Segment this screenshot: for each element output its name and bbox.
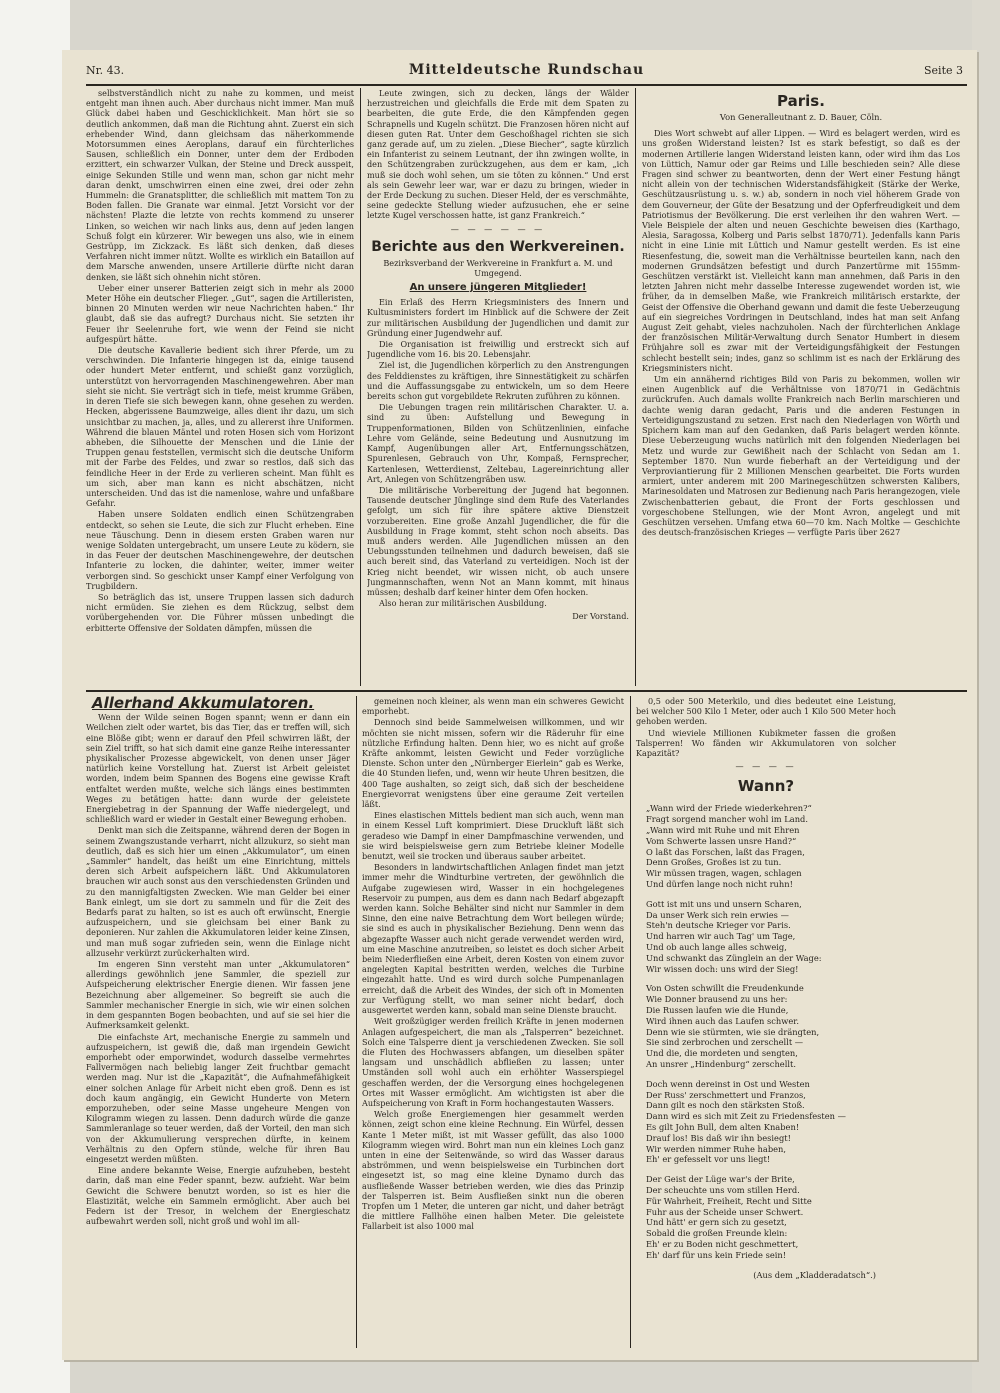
article-body (642, 128, 960, 537)
page-binding-margin (0, 0, 70, 1393)
poem-stanza (646, 1079, 896, 1165)
paragraph: Die Organisation ist freiwillig und erstreckt sich auf Jugendliche vom 16. bis 20. Lebensjahr. (367, 339, 629, 360)
section-separator: — — — — (735, 761, 797, 772)
poem-line: An unsrer „Hindenburg“ zerschellt. (646, 1058, 796, 1069)
poem-stanza (646, 899, 896, 975)
masthead-title: Mitteldeutsche Rundschau (408, 62, 645, 78)
column-divider (356, 696, 357, 1348)
poem-line: Dann gilt es noch den stärksten Stoß. (646, 1100, 805, 1111)
page-header (86, 62, 967, 82)
paragraph: Dies Wort schwebt auf aller Lippen. — Wird es belagert werden, wird es uns großen Widerstand leisten? Ist es stark befestigt, so daß es der modernen Artillerie langen Widerstand leisten kann, oder wird ihm das Los von Lüttich, Namur oder gar Reims und Lille beschieden sein? Alle diese Fragen sind schwer zu beantworten, denn der Wert einer Festung hängt nicht allein von der technischen Widerstandsfähigkeit (Stärke der Werke, Geschützausrüstung u. s. w.) ab, sondern in noch viel höherem Grade von dem Gouverneur, der Güte der Besatzung und der Opferfreudigkeit und dem Patriotismus der Bevölkerung. Die erst verleihen ihr den wahren Wert. — Viele Beispiele der alten und neuen Geschichte beweisen dies (Karthago, Alesia, Saragossa, Kolberg und Paris selbst 1870/71). Jedenfalls kann Paris nicht in eine Linie mit Lüttich und Namur gestellt werden. Es ist eine Riesenfestung, die, soweit man die Verhältnisse beurteilen kann, nach den modernen Grundsätzen befestigt und durch Panzertürme mit 155mm-Geschützen verstärkt ist. Vielleicht kann man annehmen, daß Paris in den letzten Jahren nicht mehr dasselbe Interesse zugewendet worden ist, wie früher, da in demselben Maße, wie Frankreich militärisch erstarkte, der Geist der Offensive die Oberhand gewann und damit die feste Ueberzeugung auf ein siegreiches Vordringen in Deutschland, indes hat man seit Anfang August Zeit gehabt, vieles nachzuholen. Nach der fürchterlichen Anklage der französischen Militär-Verwaltung durch Senator Humbert in diesem Frühjahre soll es zwar mit der Verteidigungsfähigkeit der Festungen schlecht bestellt sein; indes, ganz so schlimm ist es nach der Erklärung des Kriegsministers nicht. (642, 128, 960, 373)
poem-line: Wir müssen tragen, wagen, schlagen (646, 868, 802, 879)
poem-line: Es gilt John Bull, dem alten Knaben! (646, 1121, 800, 1132)
column-divider (360, 88, 361, 686)
poem-line: Dann wird es sich mit Zeit zu Friedensfesten — (646, 1111, 846, 1122)
section-rule (86, 690, 967, 692)
paragraph: Haben unsere Soldaten endlich einen Schützengraben entdeckt, so sehen sie Leute, die sich zur Flucht erheben. Eine neue Täuschung. Denn in diesem ersten Graben waren nur wenige Soldaten untergebracht, um unsere Leute zu ködern, sie in das Feuer der deutschen Maschinengewehre, der deutschen Infanterie zu locken, die dahinter, weiter, immer weiter verborgen sind. So geschickt unser Kampf einer Verfolgung von Trugbildern. (86, 509, 354, 591)
poem-line: Fragt sorgend mancher wohl im Land. (646, 814, 808, 825)
paragraph: selbstverständlich nicht zu nahe zu kommen, und meist entgeht man ihnen auch. Aber durchaus nicht immer. Man muß Glück dabei haben und Geschicklichkeit. Man hört sie so deutlich ankommen, daß man die Richtung ahnt. Zuerst ein sich erhebender Wind, dann gleichsam das näherkommende Motorsummen eines Aeroplans, darauf ein fürchterliches Sausen, schließlich ein Donner, unter dem der Erdboden erzittert, ein schwarzer Vulkan, der Steine und Dreck ausspeit, einige Sekunden Stille und wenn man, schon gar nicht mehr daran denkt, umschwirren einen eine zwei, drei oder zehn Hummeln: die Granatsplitter, die schließlich mit mattem Ton zu Boden fallen. Die Granate war einmal. Jetzt Vorsicht vor der nächsten! Plazte die letzte von rechts kommend zu unserer Linken, so weichen wir nach links aus, denn auf jeden langen Schuß folgt ein kürzerer. Wir bewegen uns also, wie in einem Gestrüpp, im Zickzack. Es läßt sich denken, daß dieses Verfahren nicht immer nützt. Wollte es wirklich ein Bataillon auf dem Marsche anwenden, unsere Artillerie dürfte nicht daran denken, sie läßt sich ohnehin nicht stören. (86, 88, 354, 282)
section-body (367, 297, 629, 608)
war-report-continuation (367, 88, 629, 221)
paragraph: Ziel ist, die Jugendlichen körperlich zu den Anstrengungen des Felddienstes zu kräftigen, ihre Sinnestätigkeit zu schärfen und die Auffassungsgabe zu entwickeln, um so dem Heere bereits schon gut vorgebildete Rekruten zuführen zu können. (367, 360, 629, 402)
column-paris (642, 88, 960, 686)
paragraph: Die Uebungen tragen rein militärischen Charakter. U. a. sind zu üben: Aufstellung und Bewegung in Truppenformationen, Bilden von Schützenlinien, einfache Lehre vom Gelände, seine Bedeutung und Ausnutzung im Kampf, Augenübungen aller Art, Entfernungsschätzen, Spurenlesen, Gebrauch von Uhr, Kompaß, Fernsprecher, Kartenlesen, Wetterdienst, Zeltebau, Lagereinrichtung aller Art, Anlegen von Schützengräben usw. (367, 402, 629, 484)
signature: Der Vorstand. (572, 611, 629, 622)
poem-line: Und ob auch lange alles schweig, (646, 941, 787, 952)
poem-line: Und harren wir auch Tag' um Tage, (646, 931, 796, 942)
paragraph: Die militärische Vorbereitung der Jugend hat begonnen. Tausende deutscher Jünglinge sind dem Rufe des Vaterlandes gefolgt, um sich für ihre spätere aktive Dienstzeit vorzubereiten. Eine große Anzahl Jugendlicher, die für die Ausbildung in Frage kommt, steht schon noch abseits. Das muß anders werden. Alle Jugendlichen müssen an den Uebungsstunden teilnehmen und dadurch beweisen, daß sie auch bereit sind, das Vaterland zu verteidigen. Noch ist der Krieg nicht beendet, wir wissen nicht, ob auch unsere Jungmannschaften, wenn Not an Mann kommt, mit hinaus müssen; deshalb darf keiner hinter dem Ofen hocken. (367, 484, 629, 597)
section-intro: Bezirksverband der Werkvereine in Frankfurt a. M. und Umgegend. (383, 257, 613, 279)
paragraph: Eine andere bekannte Weise, Energie aufzuheben, besteht darin, daß man eine Feder spannt, bezw. aufzieht. War beim Gewicht die Schwere benutzt worden, so ist es hier die Elastizität, welche ein Sammeln ermöglicht. Aber auch bei Federn ist der Tresor, in welchem der Energieschatz aufbewahrt werden soll, nicht groß und wohl im all- (86, 1165, 350, 1227)
poem-line: Und die, die mordeten und sengten, (646, 1048, 798, 1059)
poem-line: Gott ist mit uns und unsern Scharen, (646, 898, 802, 909)
poem-stanza (646, 983, 896, 1069)
article-author: Von Generalleutnant z. D. Bauer, Cöln. (719, 112, 883, 122)
poem-line: Und hätt' er gern sich zu gesetzt, (646, 1217, 787, 1228)
paragraph: gemeinen noch kleiner, als wenn man ein schweres Gewicht emporhebt. (362, 696, 624, 717)
poem-line: Wird ihnen auch das Laufen schwer. (646, 1015, 799, 1026)
poem-stanza (646, 803, 896, 889)
section-title: Berichte aus den Werkvereinen. (371, 238, 625, 255)
paragraph: Ueber einer unserer Batterien zeigt sich in mehr als 2000 Meter Höhe ein deutscher Flieger. „Gut“, sagen die Artilleristen, binnen 20 Minuten werden wir neue Nachrichten haben.“ Ihr glaubt, daß sie das aufregt? Durchaus nicht. Sie setzten ihr Feuer ihr Seelenruhe fort, wie wenn der Feind sie nicht aufgespürt hätte. (86, 282, 354, 344)
poem-line: Der Geist der Lüge war's der Brite, (646, 1174, 795, 1185)
paragraph: So beträglich das ist, unsere Truppen lassen sich dadurch nicht ermüden. Sie ziehen es dem Rückzug, selbst dem vorübergehenden vor. Die Führer müssen unbedingt die erbitterte Offensive der Soldaten dämpfen, müssen die (86, 591, 354, 633)
poem-line: Doch wenn dereinst in Ost und Westen (646, 1078, 810, 1089)
paragraph: Die einfachste Art, mechanische Energie zu sammeln und aufzuspeichern, ist gewiß die, daß man irgendein Gewicht emporhebt oder emporwindet, wodurch dasselbe vermehrtes Fallvermögen nach beliebig langer Zeit fruchtbar gemacht werden mag. Nur ist die „Kapazität“, die Aufnahmefähigkeit einer solchen Anlage für Arbeit nicht eben groß. Denn es ist doch kaum angängig, ein Gewicht Hunderte von Metern emporzuheben, oder seine Masse ungeheure Mengen von Kilogramm wiegen zu lassen. Denn dadurch würde die ganze Sammleranlage so teuer werden, daß der Vorteil, den man sich von der Akkumulierung versprechen dürfte, in keinem Verhältnis zu den Opfern stünde, welche für ihren Bau eingesetzt werden müßten. (86, 1031, 350, 1164)
column-divider (630, 696, 631, 1348)
column-akkumulatoren (86, 696, 350, 1348)
section-separator: — — — — — — (450, 223, 546, 234)
poem-source: (Aus dem „Kladderadatsch“.) (753, 1269, 876, 1280)
column-akkumulatoren-continued (362, 696, 624, 1348)
page-number: Seite 3 (924, 64, 963, 77)
paragraph: Welch große Energiemengen hier gesammelt werden können, zeigt schon eine kleine Rechnung. Ein Würfel, dessen Kante 1 Meter mißt, ist mit Wasser gefüllt, das also 1000 Kilogramm wiegen wird. Bohrt man nun ein kleines Loch ganz unten in eine der Seitenwände, so wird das Wasser daraus abströmmen, und wenn beispielsweise ein Turbinchen dort eingesetzt ist, so mag eine kleine Dynamo durch das ausfließende Wasser betrieben werden, wie dies das Prinzip der Talsperren ist. Beim Ausfließen sinkt nun die oberen Tropfen um 1 Meter, die unteren gar nicht, und daher beträgt die mittlere Fallhöhe einen halben Meter. Die geleistete Fallarbeit ist also 1000 mal (362, 1109, 624, 1232)
paragraph: Um ein annähernd richtiges Bild von Paris zu bekommen, wollen wir einen Augenblick auf die Verhältnisse von 1870/71 in Gedächtnis zurückrufen. Auch damals wollte Frankreich nach Berlin marschieren und dachte wenig daran gedacht, Paris und die anderen Festungen in Verteidigungszustand zu setzen. Erst nach den Niederlagen von Wörth und Spichern kam man auf den Gedanken, daß Paris belagert werden könnte. Diese Ueberzeugung wuchs natürlich mit den folgenden Niederlagen bei Metz und wurde zur Gewißheit nach der Schlacht von Sedan am 1. September 1870. Nun wurde fieberhaft an der Verteidigung und der Verproviantierung für 2 Millionen Menschen gearbeitet. Die Forts wurden armiert, unter anderem mit 200 Marinegeschützen schwersten Kalibers, Marinesoldaten und Matrosen zur Bedienung nach Paris herangezogen, viele Zwischenbatterien gebaut, die Front der Forts geschlossen und vorgeschobene Stellungen, wie der Mont Avron, angelegt und mit Geschützen versehen. Umfang etwa 60—70 km. Nach Moltke — Geschichte des deutsch-französischen Krieges — verfügte Paris über 2627 (642, 374, 960, 538)
poem-line: Und dürfen lange noch nicht ruhn! (646, 879, 793, 889)
issue-number: Nr. 43. (86, 64, 125, 77)
paragraph: Ein Erlaß des Herrn Kriegsministers des Innern und Kultusministers fordert im Hinblick auf die Schwere der Zeit zur militärischen Ausbildung der Jugendlichen und damit zur Gründung einer Jugendwehr auf. (367, 297, 629, 338)
poem-line: „Wann wird mit Ruhe und mit Ehren (646, 825, 800, 836)
paragraph: Leute zwingen, sich zu decken, längs der Wälder herzustreichen und gleichfalls die Erde mit dem Spaten zu bearbeiten, die gute Erde, die den Kämpfenden gegen Schrapnells und Kugeln schützt. Die Franzosen hören nicht auf diesen guten Rat. Unter dem Geschoßhagel richten sie sich ganz gerade auf, um zu zielen. „Diese Biecher“, sagte kürzlich ein Infanterist zu seinem Leutnant, der ihn zwingen wollte, in den Schützengraben zurückzugehen, aus dem er kam, „ich muß sie doch wohl sehen, um sie töten zu können.“ Und erst als sein Gewehr leer war, war er dazu zu bringen, wieder in der Erde Deckung zu suchen. Dieser Held, der es verschmähte, seine gedeckte Stellung wieder aufzusuchen, ehe er seine letzte Kugel verschossen hatte, ist ganz Frankreich.“ (367, 88, 629, 221)
column-poem (636, 696, 896, 1348)
paragraph: Dennoch sind beide Sammelweisen willkommen, und wir möchten sie nicht missen, sofern wir die Räderuhr für eine nützliche Erfindung halten. Denn hier, wo es nicht auf große Kräfte ankommt, leisten Gewicht und Feder vorzügliche Dienste. Schon unter den „Nürnberger Eierlein“ gab es Werke, die 40 Stunden liefen, und, wenn wir heute Uhren besitzen, die 400 Tage aushalten, so zeigt sich, daß sich der bescheidene Energievorrat wenigstens über eine geraume Zeit verteilen läßt. (362, 717, 624, 810)
poem-line: Wie Donner brausend zu uns her: (646, 994, 788, 1005)
poem-line: Für Wahrheit, Freiheit, Recht und Sitte (646, 1195, 812, 1206)
paragraph: Die deutsche Kavallerie bedient sich ihrer Pferde, um zu verschwinden. Die Infanterie hingegen ist da, einige tausend oder hundert Meter entfernt, und schießt ganz vorzüglich, unterstützt von hervorragenden Maschinengewehren. Aber man sieht sie nicht. Sie verträgt sich in tiefe, meist krumme Gräben, in deren Tiefe sie sich bewegen kann, ohne gesehen zu werden. Hecken, abgerissene Baumzweige, alles dient ihr dazu, um sich unsichtbar zu machen, ja, alles, und zu allererst ihre Uniformen. Während die blauen Mäntel und roten Hosen sich vom Horizont abheben, die Silhouette der Menschen und die Linie der Truppen genau feststellen, vermischt sich die deutsche Uniform mit der Farbe des Feldes, und zwar so restlos, daß sich das feindliche Heer in der Erde zu verlieren scheint. Man fühlt es um sich, aber man kann es nicht abschätzen, nicht unterscheiden. Und das ist die namenlose, wahre und unfaßbare Gefahr. (86, 345, 354, 509)
paragraph: Und wieviele Millionen Kubikmeter fassen die großen Talsperren! Wo fänden wir Akkumulatoren von solcher Kapazität? (636, 727, 896, 759)
poem (636, 803, 896, 1260)
poem-line: Denn Großes, Großes ist zu tun. (646, 857, 782, 868)
poem-line: Eh' darf für uns kein Friede sein! (646, 1249, 787, 1260)
poem-line: Von Osten schwillt die Freudenkunde (646, 983, 804, 994)
article-end (636, 696, 896, 758)
paragraph: Besonders in landwirtschaftlichen Anlagen findet man jetzt immer mehr die Windturbine vertreten, der gewöhnlich die Aufgabe zugewiesen wird, Wasser in ein hochgelegenes Reservoir zu pumpen, aus dem es dann nach Bedarf abgezapft werden kann. Solche Behälter sind nicht nur Sammler in dem Sinne, den eine naive Betrachtung dem Wort beilegen würde; sie sind es auch in physikalischer Beziehung. Denn wenn das abgezapfte Wasser auch nicht gerade verwendet werden wird, um eine Maschine anzutreiben, so leistet es doch sicher Arbeit beim Niederfließen eine Arbeit, deren Kosten von einem zuvor angelegten Kapital bestritten werden, welches die Turbine eingezahlt hatte. Und es wird durch solche Pumpenanlagen erreicht, daß die Arbeit des Windes, der sich oft in Momenten zur Verfügung stellt, wo man seiner nicht bedarf, doch ausgewertet werden kann, sobald man seine Dienste braucht. (362, 862, 624, 1016)
article-body (86, 712, 350, 1226)
poem-line: Denn wie sie stürmten, wie sie drängten, (646, 1026, 820, 1037)
poem-line: Drauf los! Bis daß wir ihn besiegt! (646, 1132, 791, 1143)
paragraph: Weit großzügiger werden freilich Kräfte in jenen modernen Anlagen aufgespeichert, die man als „Talsperren“ bezeichnet. Solch eine Talsperre dient ja verschiedenen Zwecken. Sie soll die Fluten des Hochwassers abfangen, um dieselben später langsam und unschädlich abfließen zu lassen; unter Umständen soll wohl auch ein erhöhter Wasserspiegel geschaffen werden, der die Versorgung eines hochgelegenen Ortes mit Wasser ermöglicht. Am wichtigsten ist aber die Aufspeicherung von Kraft in Form hochangestauten Wassers. (362, 1016, 624, 1108)
paragraph: 0,5 oder 500 Meterkilo, und dies bedeutet eine Leistung, bei welcher 500 Kilo 1 Meter, oder auch 1 Kilo 500 Meter hoch gehoben werden. (636, 696, 896, 727)
poem-line: Fuhr aus der Scheide unser Schwert. (646, 1206, 804, 1217)
poem-line: Der Russ' zerschmettert und Franzos, (646, 1089, 806, 1100)
poem-line: Da unser Werk sich rein erwies — (646, 909, 789, 920)
poem-line: Eh' er zu Boden nicht geschmettert, (646, 1238, 799, 1249)
column-werkvereine (367, 88, 629, 686)
poem-line: Die Russen laufen wie die Hunde, (646, 1004, 789, 1015)
column-war-report (86, 88, 354, 686)
article-title: Allerhand Akkumulatoren. (92, 696, 315, 712)
paragraph: Also heran zur militärischen Ausbildung. (379, 598, 547, 609)
paragraph: Eines elastischen Mittels bedient man sich auch, wenn man in einem Kessel Luft komprimiert. Diese Druckluft läßt sich geradeso wie Dampf in einer Dampfmaschine verwenden, und sie wird beispielsweise gern zum Betriebe kleiner Modelle benutzt, weil sie trocken und überaus sauber arbeitet. (362, 810, 624, 862)
poem-title: Wann? (737, 777, 795, 796)
paragraph: Im engeren Sinn versteht man unter „Akkumulatoren“ allerdings gewöhnlich jene Sammler, die speziell zur Aufspeicherung elektrischer Energie dienen. Wir fassen jene Bezeichnung aber allgemeiner. So begreift sie auch die Sammler mechanischer Energie in sich, wie wir einen solchen in dem gespannten Bogen beobachten, und auf sie sei hier die Aufmerksamkeit gelenkt. (86, 959, 350, 1031)
paragraph: Denkt man sich die Zeitspanne, während deren der Bogen in seinem Zwangszustande verharrt, nicht allzukurz, so sieht man deutlich, daß es sich hier um einen „Akkumulator“, um einen „Sammler“ handelt, das heißt um eine Einrichtung, mittels deren sich Arbeit aufspeichern läßt. Und Akkumulatoren brauchen wir auch sonst aus den verschiedensten Gründen und zu den mannigfaltigsten Zwecken. Wie man Gelder bei einer Bank einlegt, um sie dort zu sammeln und für die Zeit des Bedarfs parat zu halten, so ist es auch oft erwünscht, Energie aufzuspeichern, und sie gleichsam bei einer Bank zu deponieren. Nur zahlen die Akkumulatoren leider keine Zinsen, und man muß sogar zufrieden sein, wenn die Einlage nicht allzusehr verkürzt zurückerhalten wird. (86, 825, 350, 958)
poem-line: Wir wissen doch: uns wird der Sieg! (646, 963, 799, 974)
poem-line: Vom Schwerte lassen unsre Hand?“ (646, 835, 797, 846)
poem-line: Eh' er gefesselt vor uns liegt! (646, 1154, 771, 1165)
column-divider (635, 88, 636, 686)
article-title: Paris. (777, 92, 825, 110)
poem-line: Sie sind zerbrochen und zerschellt — (646, 1037, 804, 1048)
poem-line: Und schwankt das Zünglein an der Wage: (646, 952, 822, 963)
poem-line: Der scheuchte uns vom stillen Herd. (646, 1184, 800, 1195)
header-rule (86, 84, 967, 86)
poem-line: O laßt das Forschen, laßt das Fragen, (646, 846, 805, 857)
poem-line: Sobald die großen Freunde klein: (646, 1228, 788, 1239)
poem-line: Wir werden nimmer Ruhe haben, (646, 1143, 787, 1154)
paragraph: Wenn der Wilde seinen Bogen spannt; wenn er dann ein Weilchen zielt oder wartet, bis das Tier, das er treffen will, sich eine Blöße gibt; wenn er darauf den Pfeil schwirren läßt, der sein Ziel trifft, so hat sich damit eine ganze Reihe interessanter physikalischer Prozesse abgewickelt, von denen unser Jäger natürlich keine Vorstellung hat. Zuerst ist Arbeit geleistet worden, indem beim Spannen des Bogens eine gewisse Kraft entfaltet werden mußte, welche sich längs eines bestimmten Weges zu betätigen hatte: dann wurde der geleistete Energiebetrag in der Spannung der Waffe niedergelegt, und schließlich ward er wieder in Gestalt einer Bewegung erhoben. (86, 712, 350, 825)
section-subtitle: An unsere jüngeren Mitglieder! (409, 282, 587, 294)
poem-line: Steh'n deutsche Krieger vor Paris. (646, 920, 791, 931)
poem-stanza (646, 1174, 896, 1260)
poem-line: „Wann wird der Friede wiederkehren?“ (646, 803, 812, 814)
newspaper-page (62, 50, 977, 1360)
